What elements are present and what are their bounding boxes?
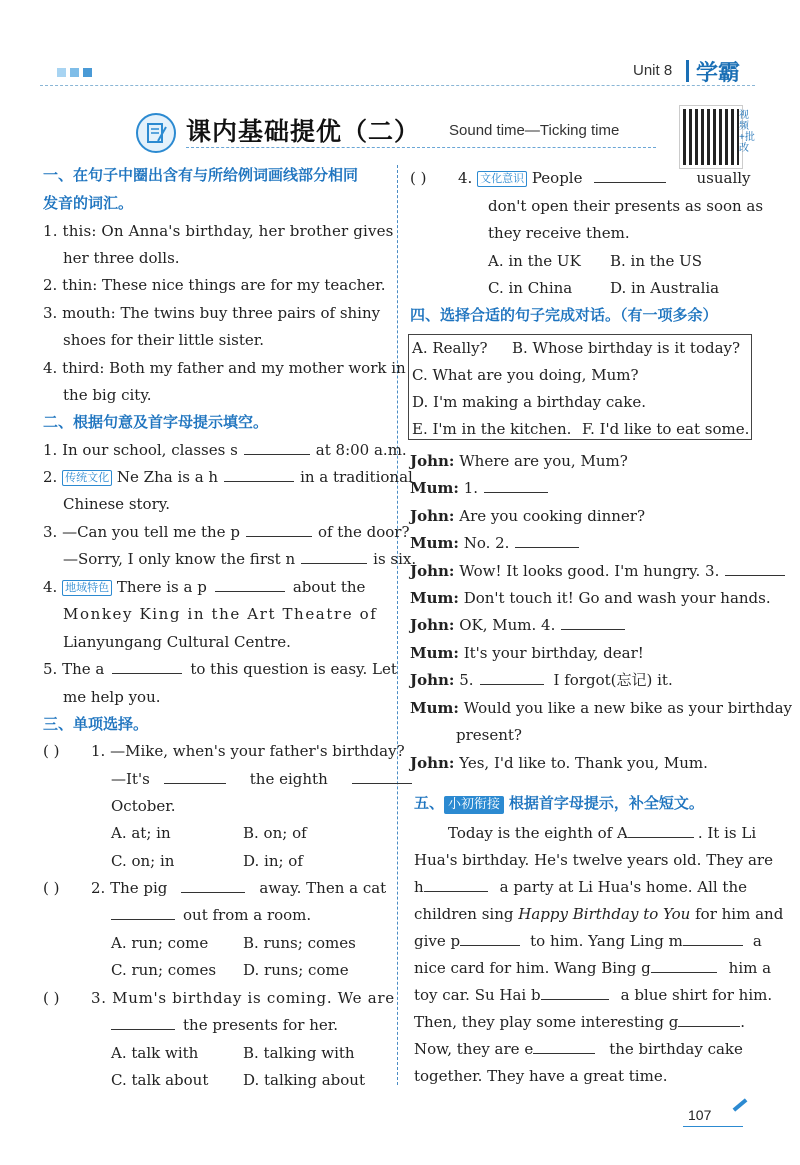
page-number: 107 bbox=[688, 1107, 712, 1123]
s2-q3 bbox=[43, 521, 410, 543]
s2-q3b-blank[interactable] bbox=[301, 549, 367, 564]
dialogue-text: Yes, I'd like to. Thank you, Mum. bbox=[459, 754, 708, 772]
s2-q5 bbox=[43, 658, 397, 680]
tag-junior-link: 小初衔接 bbox=[444, 796, 504, 814]
s3-q1-optC[interactable]: C. on; in bbox=[111, 852, 175, 870]
s3-q4-optB[interactable]: B. in the US bbox=[610, 252, 703, 270]
s1-q3-line1: 3. mouth: The twins buy three pairs of shiny bbox=[43, 304, 381, 322]
speaker-mum: Mum: bbox=[410, 644, 459, 662]
s3-q3-line2 bbox=[111, 1014, 338, 1036]
notebook-icon bbox=[136, 113, 176, 153]
dialogue-text: OK, Mum. 4. bbox=[459, 616, 556, 634]
dialogue-line-10b: present? bbox=[456, 726, 522, 744]
s1-q2-line1: 2. thin: These nice things are for my teacher. bbox=[43, 276, 386, 294]
s3-q2-optD[interactable]: D. runs; come bbox=[243, 961, 349, 979]
passage-line-9 bbox=[414, 1038, 743, 1060]
s3-q1-text: —It's bbox=[111, 770, 150, 788]
s3-q4-text: People bbox=[531, 169, 583, 187]
dot-3 bbox=[83, 68, 92, 77]
s2-q5-text-end: to this question is easy. Let bbox=[190, 660, 397, 678]
s2-q3b-text-end: is six. bbox=[373, 550, 417, 568]
s3-q2-line1 bbox=[91, 877, 386, 899]
section-4-heading: 四、选择合适的句子完成对话。（有一项多余） bbox=[410, 306, 718, 324]
passage-text: him a bbox=[728, 959, 772, 977]
passage-line-8 bbox=[414, 1011, 745, 1033]
s2-q1-text: 1. In our school, classes s bbox=[43, 441, 238, 459]
section-5-title: 根据首字母提示，补全短文。 bbox=[508, 794, 704, 812]
section-1-heading-cont: 发音的词汇。 bbox=[43, 194, 134, 212]
s2-q5-blank[interactable] bbox=[112, 659, 182, 674]
s4-optC: C. What are you doing, Mum? bbox=[412, 366, 639, 384]
dialogue-text: Don't touch it! Go and wash your hands. bbox=[463, 589, 771, 607]
s3-q4-line3: they receive them. bbox=[488, 224, 630, 242]
s3-q3-optA[interactable]: A. talk with bbox=[111, 1044, 199, 1062]
passage-text: give p bbox=[414, 932, 461, 950]
s2-q4-text-end: about the bbox=[292, 578, 366, 596]
dialogue-text: Where are you, Mum? bbox=[459, 452, 628, 470]
brand-bar bbox=[686, 60, 689, 82]
dialogue-text: 1. bbox=[463, 479, 479, 497]
speaker-john: John: bbox=[410, 562, 455, 580]
passage-line-2: Hua's birthday. He's twelve years old. They are bbox=[414, 851, 773, 869]
s2-q2-line2: Chinese story. bbox=[63, 495, 170, 513]
header-dots bbox=[57, 68, 92, 77]
header-rule bbox=[40, 85, 755, 86]
s3-q2-optA[interactable]: A. run; come bbox=[111, 934, 209, 952]
tag-regional-feature: 地域特色 bbox=[62, 580, 112, 596]
dialogue-blank-5[interactable] bbox=[480, 670, 544, 685]
passage-text: to him. Yang Ling m bbox=[530, 932, 683, 950]
dialogue-line-11 bbox=[410, 752, 708, 774]
page-subtitle: Sound time—Ticking time bbox=[449, 122, 620, 139]
s3-q2-blank2[interactable] bbox=[111, 905, 175, 920]
s3-q2-text: 2. The pig bbox=[91, 879, 168, 897]
s3-q1-blank1[interactable] bbox=[164, 769, 226, 784]
s4-optD: D. I'm making a birthday cake. bbox=[412, 393, 646, 411]
s3-q3-optB[interactable]: B. talking with bbox=[243, 1044, 355, 1062]
speaker-mum: Mum: bbox=[410, 534, 459, 552]
s3-q3-text2: the presents for her. bbox=[183, 1016, 339, 1034]
s3-q4-blank[interactable] bbox=[594, 168, 666, 183]
passage-line-1 bbox=[448, 822, 756, 844]
s2-q4-num: 4. bbox=[43, 578, 58, 596]
passage-text: a bbox=[752, 932, 762, 950]
passage-blank-6[interactable] bbox=[541, 985, 609, 1000]
s3-q4-optD[interactable]: D. in Australia bbox=[610, 279, 720, 297]
dialogue-text: Would you like a new bike as your birthday bbox=[463, 699, 793, 717]
dialogue-line-5 bbox=[410, 560, 785, 582]
s3-q3-blank[interactable] bbox=[111, 1015, 175, 1030]
s1-q4-line2: the big city. bbox=[63, 386, 152, 404]
passage-text: a blue shirt for him. bbox=[620, 986, 773, 1004]
passage-text: toy car. Su Hai b bbox=[414, 986, 541, 1004]
s3-q1-blank2[interactable] bbox=[352, 769, 412, 784]
dialogue-line-9 bbox=[410, 669, 673, 691]
s4-optB: B. Whose birthday is it today? bbox=[512, 339, 741, 357]
dialogue-line-1 bbox=[410, 450, 628, 472]
passage-blank-4[interactable] bbox=[683, 931, 743, 946]
s3-q4-optA[interactable]: A. in the UK bbox=[488, 252, 581, 270]
s3-q4-num: 4. bbox=[458, 169, 473, 187]
passage-text: . It is Li bbox=[697, 824, 757, 842]
dialogue-text: Wow! It looks good. I'm hungry. 3. bbox=[459, 562, 720, 580]
s3-q3-optC[interactable]: C. talk about bbox=[111, 1071, 209, 1089]
s4-optE: E. I'm in the kitchen. bbox=[412, 420, 572, 438]
s1-q1-line1: 1. this: On Anna's birthday, her brother gives bbox=[43, 222, 394, 240]
speaker-john: John: bbox=[410, 754, 455, 772]
dialogue-line-10 bbox=[410, 697, 792, 719]
passage-line-10: together. They have a great time. bbox=[414, 1067, 668, 1085]
s3-q2-paren[interactable]: ( ) bbox=[43, 879, 60, 897]
s3-q1-mid: the eighth bbox=[249, 770, 328, 788]
section-1-heading: 一、在句子中圈出含有与所给例词画线部分相同 bbox=[43, 166, 359, 184]
s3-q2-optC[interactable]: C. run; comes bbox=[111, 961, 217, 979]
section-2-heading: 二、根据句意及首字母提示填空。 bbox=[43, 413, 269, 431]
s3-q1-line2 bbox=[111, 768, 412, 790]
s3-q4-paren[interactable]: ( ) bbox=[410, 169, 427, 187]
dialogue-line-2 bbox=[410, 477, 548, 499]
s2-q3-text: 3. —Can you tell me the p bbox=[43, 523, 240, 541]
dialogue-line-8 bbox=[410, 642, 644, 664]
page-number-underline bbox=[683, 1126, 743, 1127]
qr-code-icon[interactable] bbox=[680, 106, 742, 168]
page-title: 课内基础提优（二） bbox=[186, 117, 421, 146]
passage-line-6 bbox=[414, 957, 771, 979]
dialogue-line-7 bbox=[410, 614, 625, 636]
passage-text: children sing bbox=[414, 905, 514, 923]
passage-text: Then, they play some interesting g bbox=[414, 1013, 679, 1031]
passage-text: h bbox=[414, 878, 424, 896]
s3-q4-line1 bbox=[458, 167, 751, 189]
s2-q3b-text: —Sorry, I only know the first n bbox=[63, 550, 296, 568]
passage-text: Now, they are e bbox=[414, 1040, 534, 1058]
s3-q2-blank1[interactable] bbox=[181, 878, 245, 893]
s3-q1-paren[interactable]: ( ) bbox=[43, 742, 60, 760]
s3-q1-optD[interactable]: D. in; of bbox=[243, 852, 303, 870]
s2-q2-blank[interactable] bbox=[224, 467, 294, 482]
tag-traditional-culture: 传统文化 bbox=[62, 470, 112, 486]
dialogue-blank-4[interactable] bbox=[561, 615, 625, 630]
passage-line-7 bbox=[414, 984, 772, 1006]
s3-q2-text2: out from a room. bbox=[183, 906, 312, 924]
s2-q3-blank[interactable] bbox=[246, 522, 312, 537]
dialogue-line-6 bbox=[410, 587, 771, 609]
s2-q1-blank[interactable] bbox=[244, 440, 310, 455]
dialogue-text-end: I forgot(忘记) it. bbox=[553, 671, 673, 689]
passage-text: nice card for him. Wang Bing g bbox=[414, 959, 651, 977]
s2-q5-text: 5. The a bbox=[43, 660, 105, 678]
passage-blank-8[interactable] bbox=[533, 1039, 595, 1054]
dialogue-line-4 bbox=[410, 532, 579, 554]
dialogue-text: No. 2. bbox=[463, 534, 510, 552]
s3-q1-optA[interactable]: A. at; in bbox=[111, 824, 171, 842]
speaker-john: John: bbox=[410, 452, 455, 470]
s2-q3-line2 bbox=[63, 548, 416, 570]
column-divider bbox=[397, 165, 398, 1085]
speaker-mum: Mum: bbox=[410, 699, 459, 717]
s2-q3-text-end: of the door? bbox=[317, 523, 410, 541]
dot-2 bbox=[70, 68, 79, 77]
pencil-icon bbox=[733, 1098, 748, 1111]
passage-text: a party at Li Hua's home. All the bbox=[499, 878, 747, 896]
dot-1 bbox=[57, 68, 66, 77]
passage-text: . bbox=[740, 1013, 746, 1031]
s2-q4-line3: Lianyungang Cultural Centre. bbox=[63, 633, 291, 651]
section-5-number: 五、 bbox=[414, 794, 445, 812]
dialogue-text: 5. bbox=[459, 671, 474, 689]
s1-q3-line2: shoes for their little sister. bbox=[63, 331, 265, 349]
s3-q2-text-end: away. Then a cat bbox=[259, 879, 387, 897]
speaker-mum: Mum: bbox=[410, 589, 459, 607]
section-3-heading: 三、单项选择。 bbox=[43, 715, 149, 733]
passage-text: for him and bbox=[695, 905, 784, 923]
dialogue-text: Are you cooking dinner? bbox=[459, 507, 646, 525]
tag-cultural-awareness: 文化意识 bbox=[477, 171, 527, 187]
s3-q1-line3: October. bbox=[111, 797, 176, 815]
s1-q1-line2: her three dolls. bbox=[63, 249, 180, 267]
speaker-john: John: bbox=[410, 507, 455, 525]
s2-q1 bbox=[43, 439, 407, 461]
s2-q4-text: There is a p bbox=[116, 578, 207, 596]
s2-q4 bbox=[43, 576, 365, 598]
s3-q2-optB[interactable]: B. runs; comes bbox=[243, 934, 356, 952]
s2-q4-blank[interactable] bbox=[215, 577, 285, 592]
s3-q4-optC[interactable]: C. in China bbox=[488, 279, 573, 297]
section-5-heading bbox=[414, 792, 704, 814]
passage-blank-7[interactable] bbox=[678, 1012, 740, 1027]
dialogue-text: It's your birthday, dear! bbox=[463, 644, 644, 662]
s2-q2-text: Ne Zha is a h bbox=[116, 468, 219, 486]
passage-blank-5[interactable] bbox=[651, 958, 717, 973]
unit-label: Unit 8 bbox=[633, 62, 673, 79]
speaker-john: John: bbox=[410, 671, 455, 689]
dialogue-blank-1[interactable] bbox=[484, 478, 548, 493]
passage-text: Today is the eighth of A bbox=[448, 824, 628, 842]
speaker-mum: Mum: bbox=[410, 479, 459, 497]
passage-blank-1[interactable] bbox=[628, 823, 694, 838]
s2-q2-text-end: in a traditional bbox=[300, 468, 413, 486]
qr-side-label: 视频+批改 bbox=[739, 110, 755, 154]
s3-q1-optB[interactable]: B. on; of bbox=[243, 824, 307, 842]
passage-line-4 bbox=[414, 903, 783, 925]
brand-logo: 学霸 bbox=[696, 61, 741, 86]
s2-q1-text-end: at 8:00 a.m. bbox=[315, 441, 407, 459]
s3-q3-line1: 3. Mum's birthday is coming. We are bbox=[91, 989, 395, 1007]
song-title: Happy Birthday to You bbox=[518, 905, 691, 923]
s4-optA: A. Really? bbox=[412, 339, 488, 357]
title-rule bbox=[186, 147, 656, 148]
passage-blank-3[interactable] bbox=[460, 931, 520, 946]
dialogue-blank-2[interactable] bbox=[515, 533, 579, 548]
passage-line-5 bbox=[414, 930, 762, 952]
speaker-john: John: bbox=[410, 616, 455, 634]
passage-text: the birthday cake bbox=[609, 1040, 743, 1058]
s3-q3-optD[interactable]: D. talking about bbox=[243, 1071, 365, 1089]
s3-q4-text-end: usually bbox=[696, 169, 751, 187]
dialogue-line-3 bbox=[410, 505, 645, 527]
dialogue-blank-3[interactable] bbox=[725, 561, 785, 576]
s2-q4-line2: Monkey King in the Art Theatre of bbox=[63, 605, 378, 623]
s2-q2-num: 2. bbox=[43, 468, 58, 486]
s4-optF: F. I'd like to eat some. bbox=[582, 420, 750, 438]
s2-q2 bbox=[43, 466, 413, 488]
s2-q5-line2: me help you. bbox=[63, 688, 161, 706]
s3-q1-line1: 1. —Mike, when's your father's birthday? bbox=[91, 742, 405, 760]
passage-line-3 bbox=[414, 876, 747, 898]
s3-q4-line2: don't open their presents as soon as bbox=[488, 197, 764, 215]
s1-q4-line1: 4. third: Both my father and my mother work in bbox=[43, 359, 406, 377]
s3-q3-paren[interactable]: ( ) bbox=[43, 989, 60, 1007]
s3-q2-line2 bbox=[111, 904, 311, 926]
passage-blank-2[interactable] bbox=[424, 877, 488, 892]
